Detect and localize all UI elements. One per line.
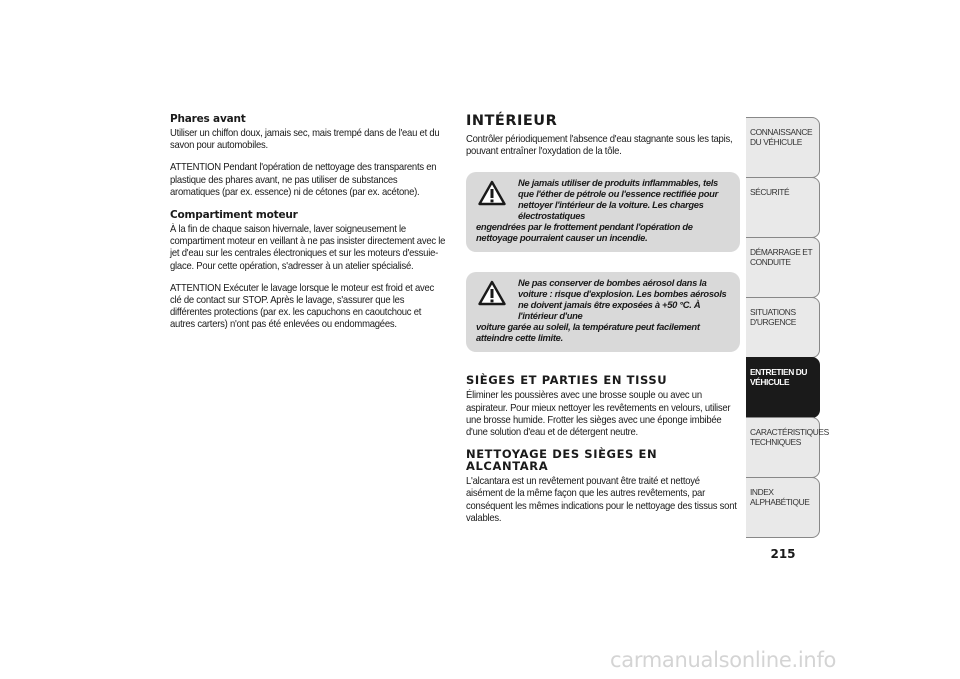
warning-text-2 <box>476 277 732 343</box>
watermark: carmanualsonline.info <box>610 648 837 672</box>
alcantara-paragraph: L'alcantara est un revêtement pouvant être traité et nettoyé aisément de la même façon que les autres revêtements, par conséquent les mêmes indications pour le nettoyage des tissus sont valables. <box>466 476 737 524</box>
tab-demarrage-conduite[interactable]: DÉMARRAGE ET CONDUITE <box>746 237 820 298</box>
moteur-attention: ATTENTION Exécuter le lavage lorsque le moteur est froid et avec clé de contact sur STOP. Après le lavage, s'assurer que les différentes protections (par ex. les capuchons en caoutchouc et autres carters) n'ont pas été enlevées ou endommagées. <box>170 282 435 331</box>
warning2-indented-text: Ne pas conserver de bombes aérosol dans la voiture : risque d'explosion. Les bombes aérosols ne doivent jamais être exposées à +50 °C. À l'intérieur d'une <box>518 277 727 322</box>
phares-paragraph: Utiliser un chiffon doux, jamais sec, mais trempé dans de l'eau et du savon pour automobiles. <box>170 128 440 152</box>
phares-attention: ATTENTION Pendant l'opération de nettoyage des transparents en plastique des phares avant, ne pas utiliser de substances aromatiques (par ex. essence) ni de cétones (par ex. acétone). <box>170 162 437 198</box>
tab-securite[interactable]: SÉCURITÉ <box>746 177 820 238</box>
section-title-moteur: Compartiment moteur <box>170 209 298 222</box>
warning2-rest-text: voiture garée au soleil, la température peut facilement atteindre cette limite. <box>476 321 700 344</box>
warning-triangle-icon <box>478 180 506 206</box>
tab-index-alphabetique[interactable]: INDEX ALPHABÉTIQUE <box>746 477 820 538</box>
tab-connaissance-vehicule[interactable]: CONNAISSANCE DU VÉHICULE <box>746 117 820 178</box>
interieur-paragraph: Contrôler périodiquement l'absence d'eau stagnante sous les tapis, pouvant entraîner l'oxydation de la tôle. <box>466 134 733 158</box>
warning1-indented-text: Ne jamais utiliser de produits inflammables, tels que l'éther de pétrole ou l'essence rectifiée pour nettoyer l'intérieur de la voiture. Les charges électrostatiques <box>518 177 718 222</box>
heading-sieges: SIÈGES ET PARTIES EN TISSU <box>466 373 668 388</box>
warning-box-2 <box>466 272 740 352</box>
page-number: 215 <box>770 547 796 561</box>
chapter-sidebar <box>746 117 829 538</box>
heading-alcantara: NETTOYAGE DES SIÈGES EN ALCANTARA <box>466 447 658 474</box>
warning-triangle-icon <box>478 280 506 306</box>
right-column <box>466 113 740 535</box>
tab-entretien-vehicule[interactable]: ENTRETIEN DU VÉHICULE <box>746 357 820 418</box>
left-column <box>170 113 448 342</box>
section-title-phares: Phares avant <box>170 113 246 125</box>
tab-situations-urgence[interactable]: SITUATIONS D'URGENCE <box>746 297 820 358</box>
warning-text-1 <box>476 177 732 243</box>
heading-interieur: INTÉRIEUR <box>466 113 558 129</box>
warning-box-1 <box>466 172 740 252</box>
sieges-paragraph: Éliminer les poussières avec une brosse souple ou avec un aspirateur. Pour mieux nettoyer les revêtements en velours, utiliser une brosse humide. Frotter les sièges avec une éponge imbibée d'une solution d'eau et de détergent neutre. <box>466 390 731 439</box>
moteur-paragraph: À la fin de chaque saison hivernale, laver soigneusement le compartiment moteur en veillant à ne pas insister directement avec le jet d'eau sur les centrales électroniques et sur les moteurs d'essuie-glace. Pour cette opération, s'adresser à un atelier spécialisé. <box>170 224 446 272</box>
tab-caracteristiques-techniques[interactable]: CARACTÉRISTIQUES TECHNIQUES <box>746 417 820 478</box>
warning1-rest-text: engendrées par le frottement pendant l'opération de nettoyage pourraient causer un incendie. <box>476 221 693 244</box>
